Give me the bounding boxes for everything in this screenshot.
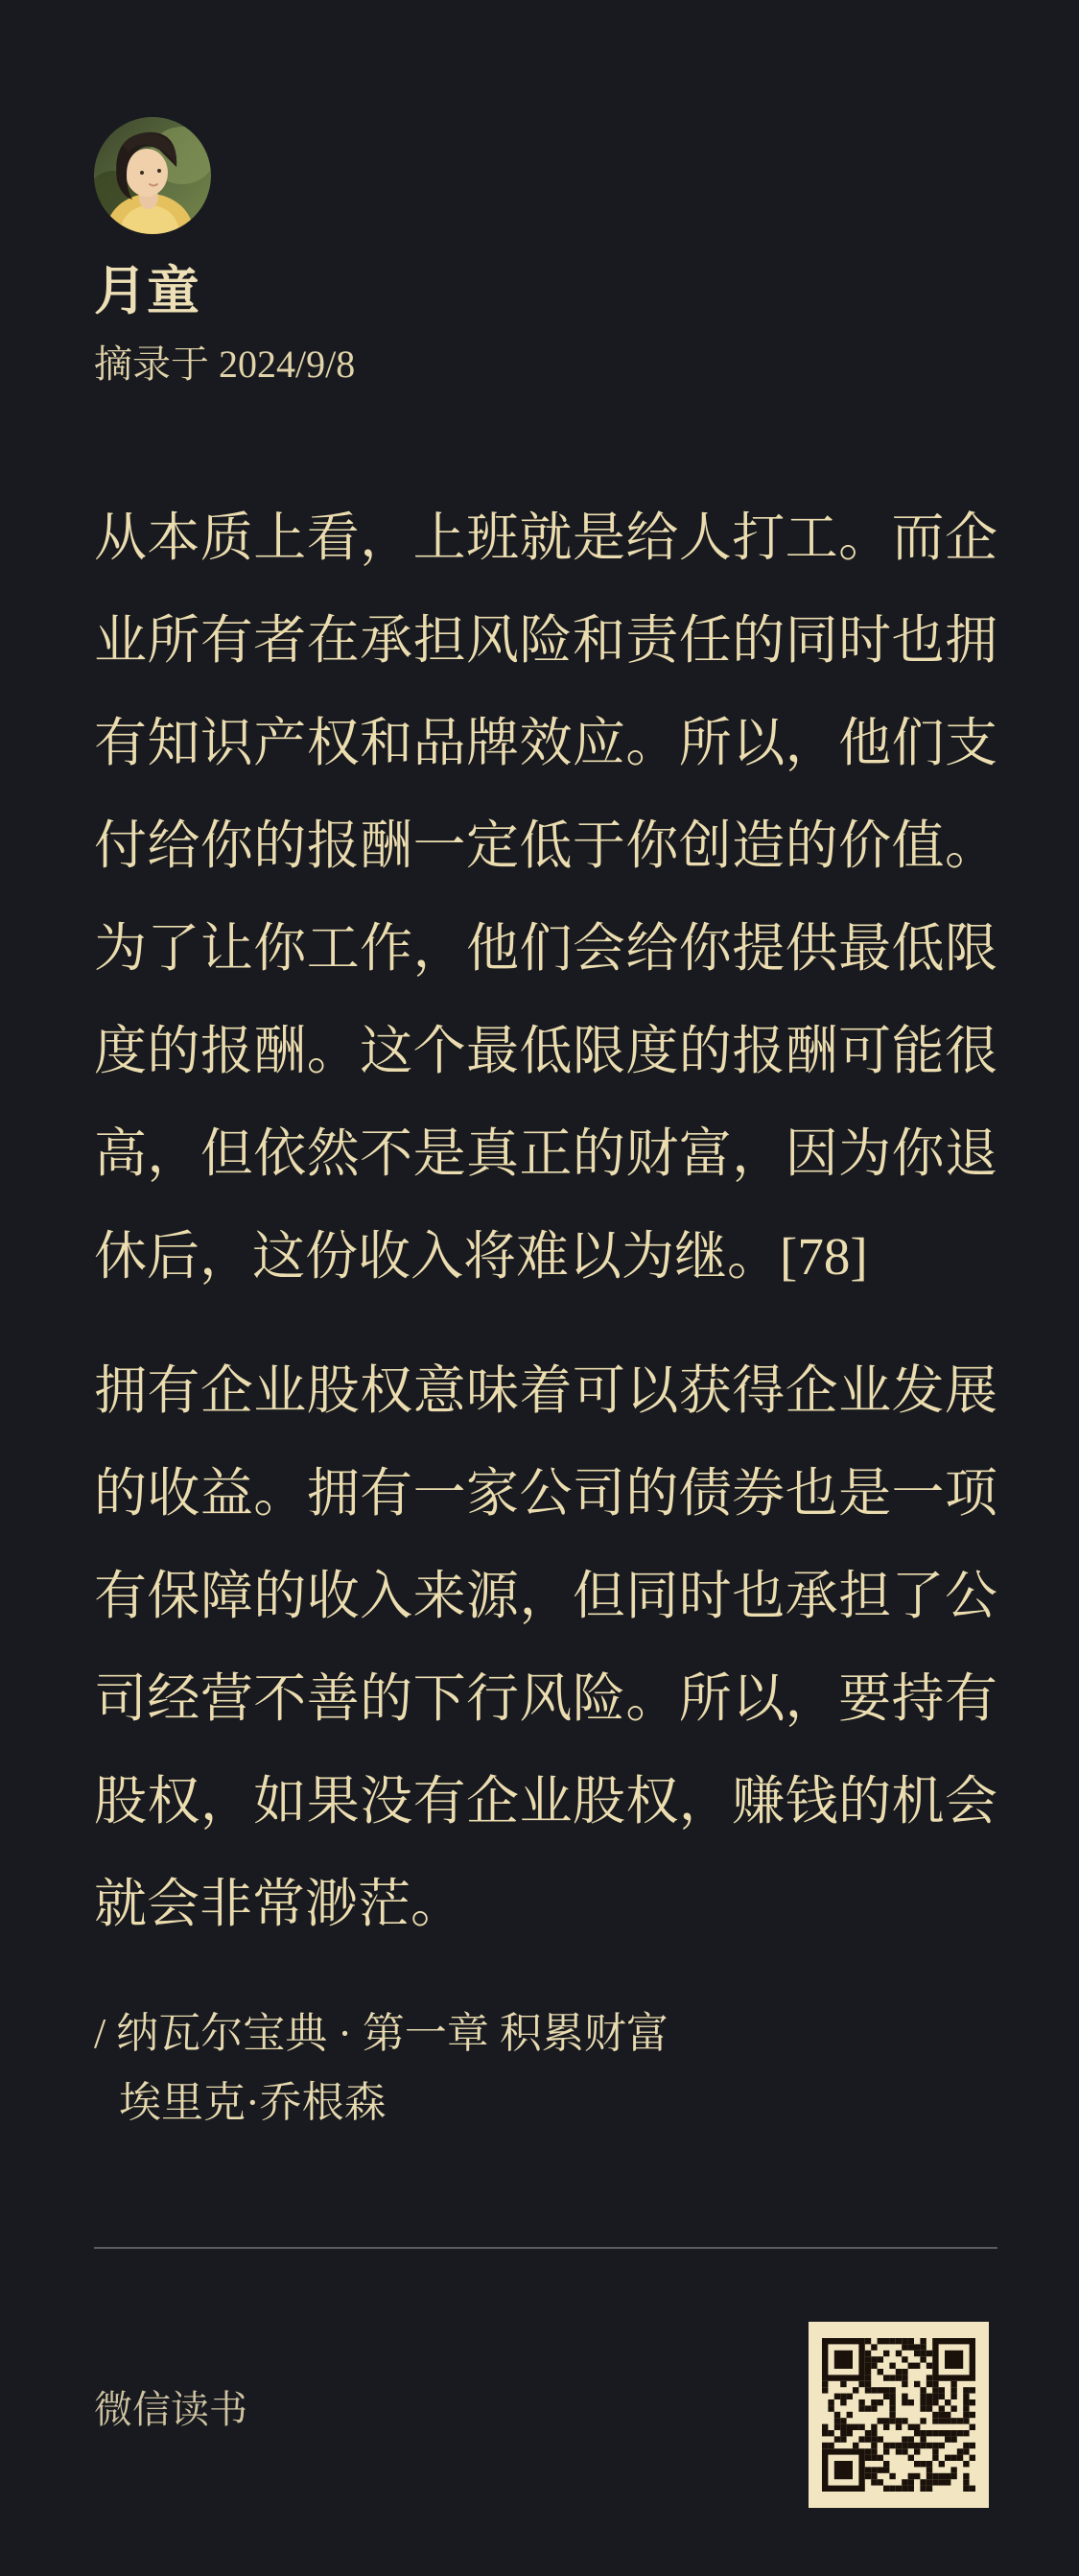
body-line: 为了让你工作，他们会给你提供最低限 bbox=[94, 919, 997, 978]
body-line: 付给你的报酬一定低于你创造的价值。 bbox=[94, 816, 997, 875]
body-line: 休后，这份收入将难以为继。[78] bbox=[94, 1227, 868, 1286]
avatar-illustration bbox=[94, 117, 211, 234]
body-line: 业所有者在承担风险和责任的同时也拥 bbox=[94, 611, 997, 670]
divider bbox=[94, 2247, 997, 2249]
excerpt-paragraph-1 bbox=[94, 486, 997, 1308]
body-line: 高，但依然不是真正的财富，因为你退 bbox=[94, 1124, 997, 1183]
body-line: 有保障的收入来源，但同时也承担了公 bbox=[94, 1567, 997, 1625]
excerpt-paragraph-2 bbox=[94, 1339, 997, 1955]
body-line: 的收益。拥有一家公司的债券也是一项 bbox=[94, 1464, 997, 1523]
username: 月童 bbox=[94, 262, 200, 320]
body-line: 从本质上看，上班就是给人打工。而企 bbox=[94, 508, 997, 567]
body-line: 拥有企业股权意味着可以获得企业发展 bbox=[94, 1361, 997, 1420]
avatar bbox=[94, 117, 211, 234]
app-brand-label: 微信读书 bbox=[94, 2389, 247, 2431]
body-line: 有知识产权和品牌效应。所以，他们支 bbox=[94, 714, 997, 772]
book-citation: / 纳瓦尔宝典 · 第一章 积累财富 bbox=[94, 2010, 669, 2057]
excerpt-date: 摘录于 2024/9/8 bbox=[94, 343, 356, 386]
body-line: 司经营不善的下行风险。所以，要持有 bbox=[94, 1669, 997, 1728]
body-line: 就会非常渺茫。 bbox=[94, 1875, 464, 1933]
body-line: 度的报酬。这个最低限度的报酬可能很 bbox=[94, 1022, 997, 1080]
excerpt-text bbox=[94, 486, 997, 1955]
body-line: 股权，如果没有企业股权，赚钱的机会 bbox=[94, 1772, 997, 1831]
qr-code bbox=[809, 2322, 989, 2508]
book-author: 埃里克·乔根森 bbox=[119, 2079, 387, 2126]
